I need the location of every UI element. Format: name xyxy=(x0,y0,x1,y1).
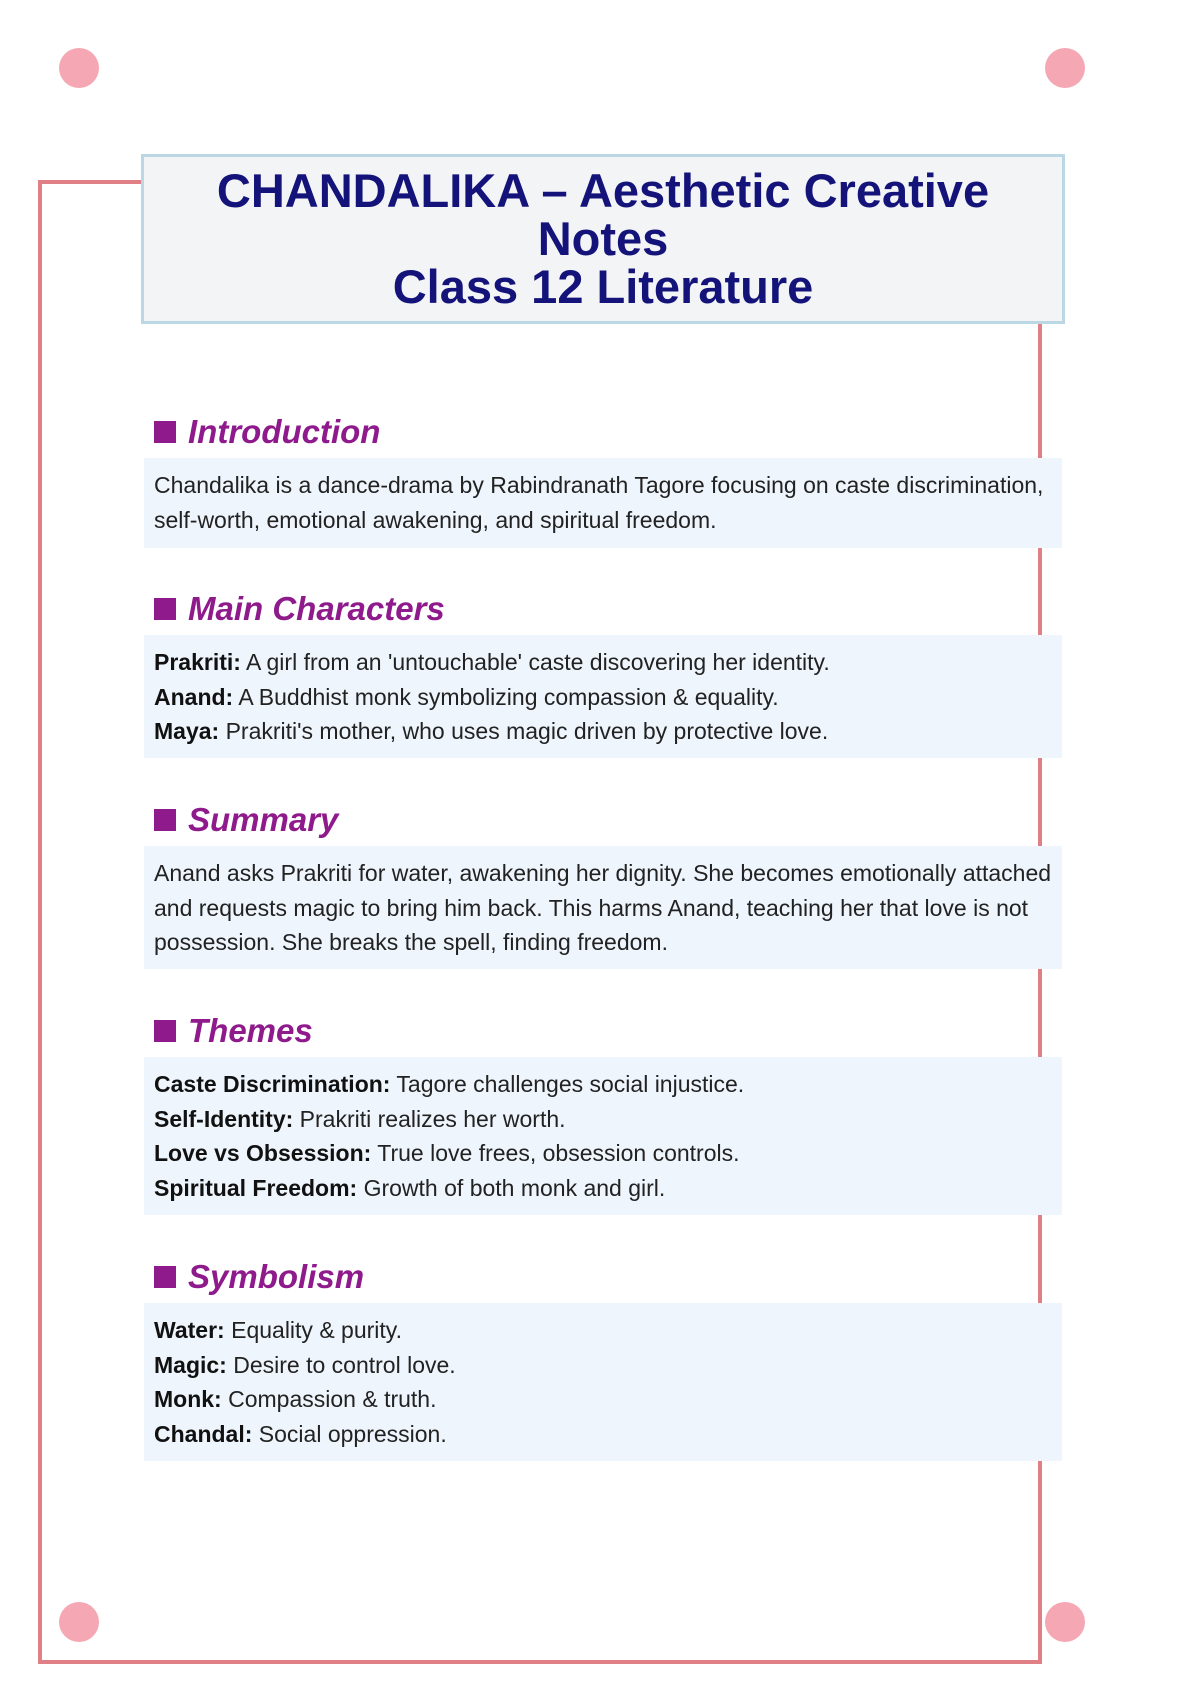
list-item xyxy=(154,680,1052,715)
list-item xyxy=(154,1136,1052,1171)
summary-text: Anand asks Prakriti for water, awakening her dignity. She becomes emotionally attached and requests magic to bring him back. This harms Anand, teaching her that love is not possession. She breaks the spell, finding freedom. xyxy=(154,860,1052,955)
square-bullet-icon xyxy=(154,598,176,620)
list-item-desc: Equality & purity. xyxy=(224,1317,402,1343)
symbolism-heading-text: Symbolism xyxy=(188,1258,365,1295)
list-item-desc: Compassion & truth. xyxy=(221,1386,437,1412)
list-item-term: Caste Discrimination: xyxy=(154,1071,391,1097)
list-item-desc: A girl from an 'untouchable' caste discovering her identity. xyxy=(240,649,830,675)
list-item-desc: Prakriti's mother, who uses magic driven by protective love. xyxy=(219,718,829,744)
list-item xyxy=(154,714,1052,749)
title-line-1: CHANDALIKA – Aesthetic Creative xyxy=(216,164,990,217)
list-item-desc: A Buddhist monk symbolizing compassion & equality. xyxy=(233,683,779,710)
introduction-text: Chandalika is a dance-drama by Rabindranath Tagore focusing on caste discrimination, self-worth, emotional awakening, and spiritual freedom. xyxy=(154,472,1044,533)
title-line-2: Notes xyxy=(537,212,669,265)
list-item-desc: True love frees, obsession controls. xyxy=(371,1140,740,1166)
list-item xyxy=(154,645,1052,680)
list-item xyxy=(154,1382,1052,1417)
list-item-term: Maya: xyxy=(154,718,220,744)
introduction-heading xyxy=(154,413,380,451)
themes-heading xyxy=(154,1012,313,1050)
themes-heading-text: Themes xyxy=(188,1012,313,1049)
list-item-term: Anand: xyxy=(154,683,234,710)
square-bullet-icon xyxy=(154,1266,176,1288)
list-item xyxy=(154,1348,1052,1383)
symbolism-heading xyxy=(154,1258,364,1296)
decorative-dot-bottom-right xyxy=(1045,1602,1085,1642)
list-item-term: Monk: xyxy=(154,1386,222,1412)
summary-heading xyxy=(154,801,338,839)
decorative-dot-top-right xyxy=(1045,48,1085,88)
list-item-desc: Desire to control love. xyxy=(226,1351,456,1378)
introduction-content xyxy=(144,458,1062,548)
list-item-desc: Social oppression. xyxy=(252,1420,447,1447)
summary-heading-text: Summary xyxy=(188,801,339,838)
characters-content xyxy=(144,635,1062,758)
list-item-term: Chandal: xyxy=(154,1420,253,1447)
decorative-dot-top-left xyxy=(59,48,99,88)
list-item xyxy=(154,1171,1052,1206)
characters-heading xyxy=(154,590,445,628)
list-item-desc: Prakriti realizes her worth. xyxy=(293,1105,566,1132)
square-bullet-icon xyxy=(154,809,176,831)
list-item xyxy=(154,1313,1052,1348)
list-item-term: Self-Identity: xyxy=(154,1105,294,1132)
list-item-term: Spiritual Freedom: xyxy=(154,1174,358,1201)
square-bullet-icon xyxy=(154,421,176,443)
list-item-desc: Tagore challenges social injustice. xyxy=(390,1071,745,1097)
list-item xyxy=(154,1102,1052,1137)
list-item-term: Love vs Obsession: xyxy=(154,1140,372,1166)
summary-content xyxy=(144,846,1062,969)
title-line-3: Class 12 Literature xyxy=(392,260,814,313)
characters-heading-text: Main Characters xyxy=(188,590,445,627)
list-item-term: Magic: xyxy=(154,1351,227,1378)
title-box xyxy=(141,154,1065,324)
list-item xyxy=(154,1417,1052,1452)
list-item xyxy=(154,1067,1052,1102)
introduction-heading-text: Introduction xyxy=(188,413,381,450)
symbolism-content xyxy=(144,1303,1062,1461)
list-item-desc: Growth of both monk and girl. xyxy=(357,1174,666,1201)
list-item-term: Water: xyxy=(154,1317,225,1343)
square-bullet-icon xyxy=(154,1020,176,1042)
themes-content xyxy=(144,1057,1062,1215)
list-item-term: Prakriti: xyxy=(154,649,241,675)
